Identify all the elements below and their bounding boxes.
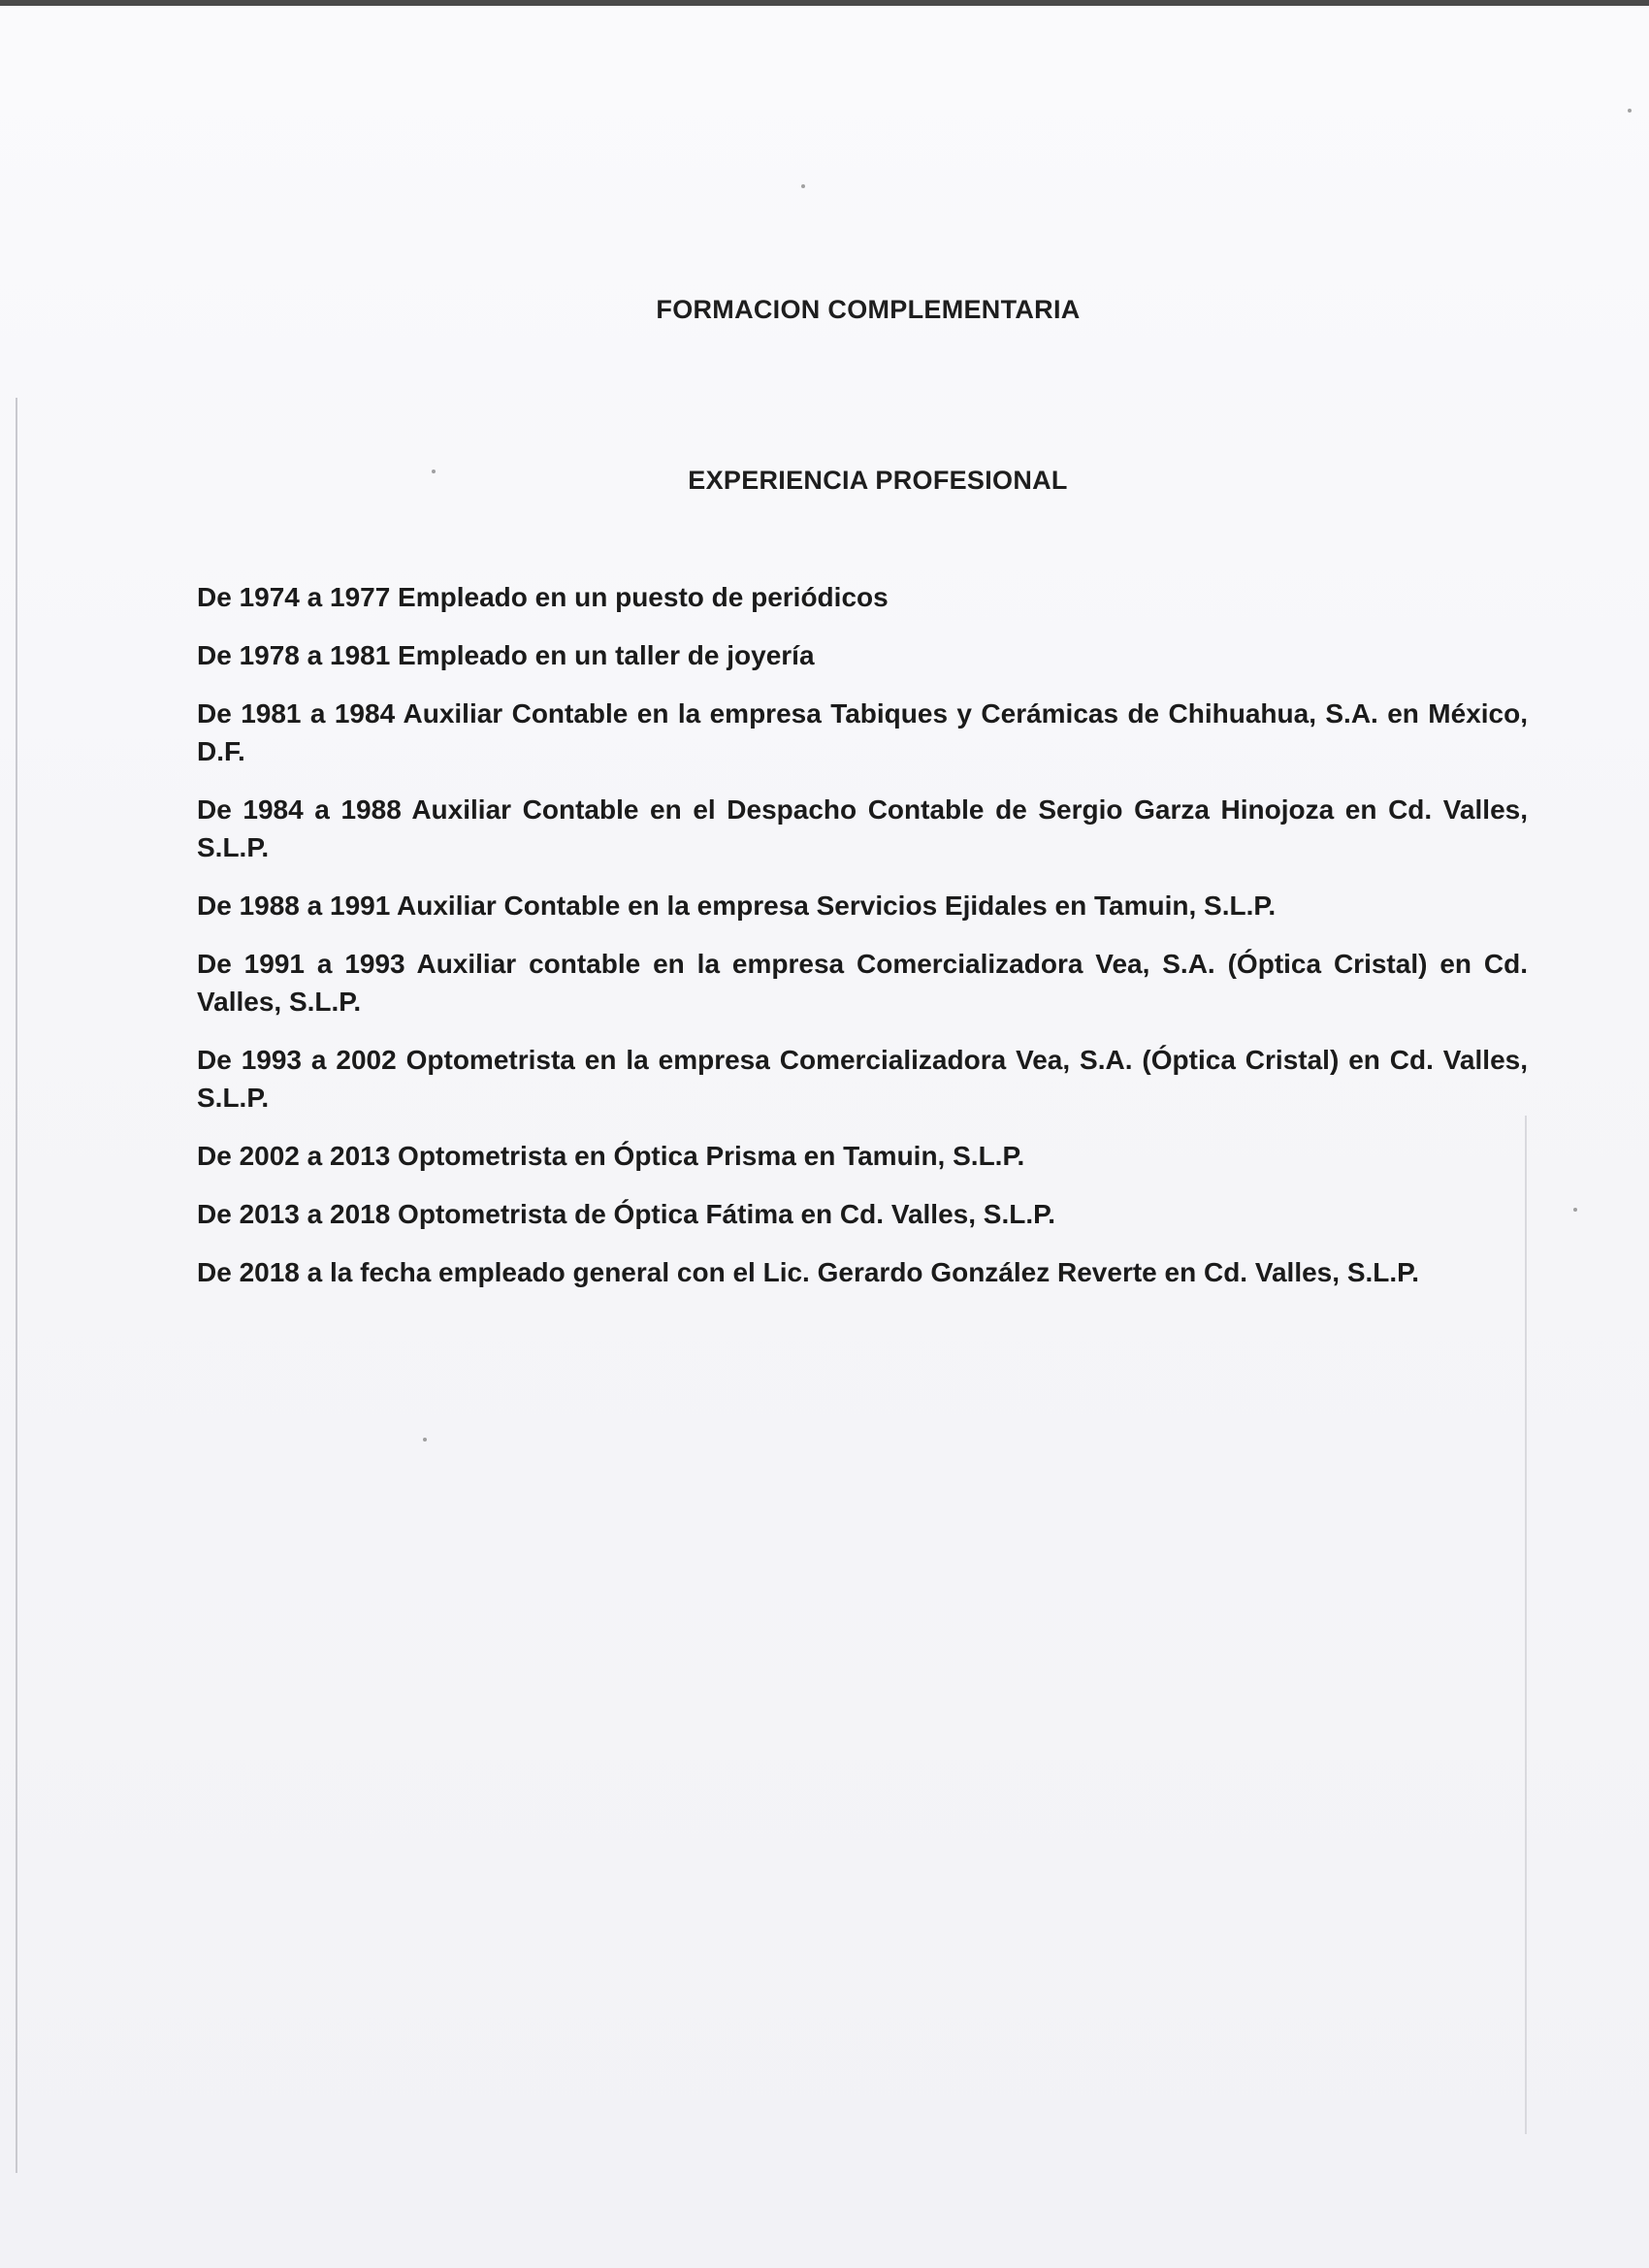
experience-entry: De 2018 a la fecha empleado general con el Lic. Gerardo González Reverte en Cd. Valles, S.L.P.: [197, 1257, 1419, 1287]
heading-experiencia-profesional: EXPERIENCIA PROFESIONAL: [688, 466, 1068, 495]
experience-entry: De 1978 a 1981 Empleado en un taller de joyería: [197, 640, 815, 670]
experience-entry: De 1974 a 1977 Empleado en un puesto de periódicos: [197, 582, 889, 612]
experience-list: [197, 578, 1528, 1312]
experience-entry: De 1981 a 1984 Auxiliar Contable en la empresa Tabiques y Cerámicas de Chihuahua, S.A. en México, D.F.: [197, 698, 1528, 766]
scan-speck: [423, 1438, 427, 1442]
experience-entry: De 1991 a 1993 Auxiliar contable en la empresa Comercializadora Vea, S.A. (Óptica Cristal) en Cd. Valles, S.L.P.: [197, 949, 1528, 1017]
heading-formacion-complementaria: FORMACION COMPLEMENTARIA: [656, 295, 1081, 324]
experience-entry: De 1984 a 1988 Auxiliar Contable en el Despacho Contable de Sergio Garza Hinojoza en Cd. Valles, S.L.P.: [197, 794, 1528, 862]
experience-entry: De 2002 a 2013 Optometrista en Óptica Prisma en Tamuin, S.L.P.: [197, 1141, 1025, 1171]
scan-speck: [1573, 1208, 1577, 1212]
scan-speck: [801, 184, 805, 188]
experience-entry: De 2013 a 2018 Optometrista de Óptica Fátima en Cd. Valles, S.L.P.: [197, 1199, 1055, 1229]
scan-edge-left: [16, 398, 17, 2173]
scan-speck: [1628, 109, 1632, 113]
experience-entry: De 1993 a 2002 Optometrista en la empresa Comercializadora Vea, S.A. (Óptica Cristal) en Cd. Valles, S.L.P.: [197, 1045, 1528, 1113]
experience-entry: De 1988 a 1991 Auxiliar Contable en la empresa Servicios Ejidales en Tamuin, S.L.P.: [197, 891, 1277, 921]
scan-edge-top: [0, 0, 1649, 6]
